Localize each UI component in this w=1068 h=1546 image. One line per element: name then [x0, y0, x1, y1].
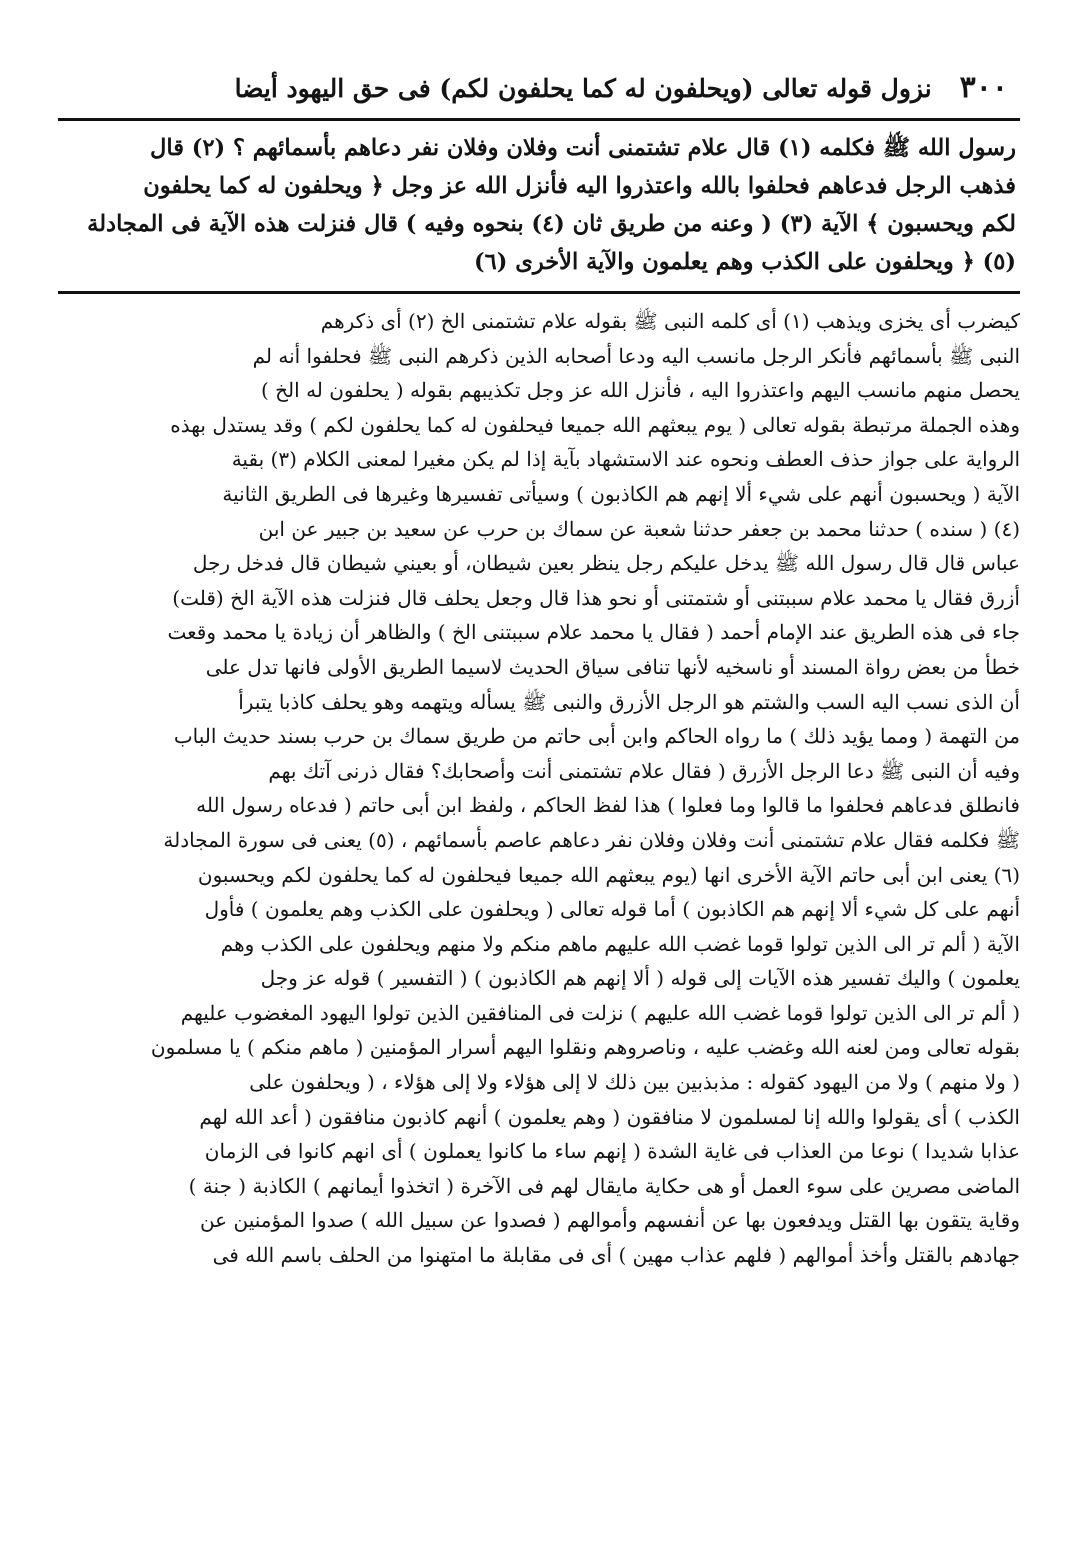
commentary-line: وهذه الجملة مرتبطة بقوله تعالى ( يوم يبعثهم الله جميعا فيحلفون له كما يحلفون لكم ) وقد يستدل بهذه: [170, 412, 1020, 437]
commentary-line: ( ولا منهم ) ولا من اليهود كقوله : مذبذبين بين ذلك لا إلى هؤلاء ولا إلى هؤلاء ، ( ويحلفون على: [249, 1070, 1020, 1095]
commentary-line: عذابا شديدا ) نوعا من العذاب فى غاية الشدة ( إنهم ساء ما كانوا يعملون ) أى انهم كانوا فى الزمان: [204, 1139, 1020, 1164]
commentary-line: ﷺ فكلمه فقال علام تشتمنى أنت وفلان وفلان نفر دعاهم عاصم بأسمائهم ، (٥) يعنى فى سورة المجادلة: [163, 827, 1020, 852]
commentary-text: [58, 294, 1020, 1273]
hadith-line: فذهب الرجل فدعاهم فحلفوا بالله واعتذروا اليه فأنزل الله عز وجل ﴿ ويحلفون له كما يحلفون: [143, 173, 1016, 199]
commentary-line: يعلمون ) واليك تفسير هذه الآيات إلى قوله ( ألا إنهم هم الكاذبون ) ( التفسير ) قوله عز وجل: [260, 966, 1020, 991]
commentary-line: الماضى مصرين على سوء العمل أو هى حكاية مايقال لهم فى الآخرة ( اتخذوا أيمانهم ) الكاذبة ( جنة ): [188, 1173, 1020, 1198]
commentary-line: (٤) ( سنده ) حدثنا محمد بن جعفر حدثنا شعبة عن سماك بن حرب عن سعيد بن جبير عن ابن: [258, 516, 1020, 541]
commentary-line: عباس قال قال رسول الله ﷺ يدخل عليكم رجل ينظر بعين شيطان، أو بعيني شيطان قال فدخل رجل: [192, 551, 1020, 576]
commentary-line: وفيه أن النبى ﷺ دعا الرجل الأزرق ( فقال علام تشتمنى أنت وأصحابك؟ فقال ذرنى آتك بهم: [268, 758, 1020, 783]
commentary-line: أزرق فقال يا محمد علام سببتنى أو شتمتنى أو نحو هذا قال وجعل يحلف قال فنزلت هذه الآية الخ (قلت): [172, 585, 1020, 610]
commentary-line: فانطلق فدعاهم فحلفوا ما قالوا وما فعلوا ) هذا لفظ الحاكم ، ولفظ ابن أبى حاتم ( فدعاه رسول الله: [196, 793, 1020, 818]
header-title: نزول قوله تعالى (ويحلفون له كما يحلفون لكم) فى حق اليهود أيضا: [234, 74, 932, 103]
commentary-line: يحصل منهم مانسب اليهم واعتذروا اليه ، فأنزل الله عز وجل تكذيبهم بقوله ( يحلفون له الخ ): [260, 378, 1020, 403]
commentary-line: بقوله تعالى ومن لعنه الله وغضب عليه ، وناصروهم ونقلوا اليهم أسرار المؤمنين ( ماهم منكم ) يا مسلمون: [150, 1035, 1020, 1060]
hadith-text: [58, 121, 1020, 291]
hadith-line: لكم ويحسبون ﴾ الآية (٣) ( وعنه من طريق ثان (٤) بنحوه وفيه ) قال فنزلت هذه الآية فى المجادلة: [87, 211, 1016, 237]
commentary-line: الآية ( ألم تر الى الذين تولوا قوما غضب الله عليهم ماهم منكم ولا منهم ويحلفون على الكذب وهم: [220, 931, 1020, 956]
running-header: [58, 70, 1020, 118]
commentary-line: جاء فى هذه الطريق عند الإمام أحمد ( فقال يا محمد علام سببتنى الخ ) والظاهر أن زيادة يا محمد وقعت: [167, 620, 1020, 645]
commentary-line: ( ألم تر الى الذين تولوا قوما غضب الله عليهم ) نزلت فى المنافقين الذين تولوا اليهود المغضوب عليهم: [180, 1000, 1020, 1025]
commentary-line: جهادهم بالقتل وأخذ أموالهم ( فلهم عذاب مهين ) أى فى مقابلة ما امتهنوا من الحلف باسم الله فى: [212, 1243, 1020, 1268]
commentary-line: أنهم على كل شيء ألا إنهم هم الكاذبون ) أما قوله تعالى ( ويحلفون على الكذب وهم يعلمون ) فأول: [204, 897, 1020, 922]
commentary-line: أن الذى نسب اليه السب والشتم هو الرجل الأزرق والنبى ﷺ يسأله ويتهمه وهو يحلف كاذبا يتبرأ: [238, 689, 1020, 714]
commentary-line: (٦) يعنى ابن أبى حاتم الآية الأخرى انها (يوم يبعثهم الله جميعا فيحلفون له كما يحلفون لكم ويحسبون: [197, 862, 1020, 887]
commentary-line: الكذب ) أى يقولوا والله إنا لمسلمون لا منافقون ( وهم يعلمون ) أنهم كاذبون منافقون ( أعد الله لهم: [199, 1104, 1020, 1129]
hadith-line: رسول الله ﷺ فكلمه (١) قال علام تشتمنى أنت وفلان وفلان نفر دعاهم بأسمائهم ؟ (٢) قال: [149, 135, 1016, 161]
commentary-line: خطأ من بعض رواة المسند أو ناسخيه لأنها تنافى سياق الحديث لاسيما الطريق الأولى فانها تدل على: [205, 654, 1020, 679]
commentary-line: الآية ( ويحسبون أنهم على شيء ألا إنهم هم الكاذبون ) وسيأتى تفسيرها وغيرها فى الطريق الثانية: [222, 481, 1020, 506]
page-number: ٣٠٠: [959, 70, 1008, 105]
commentary-line: الرواية على جواز حذف العطف ونحوه عند الاستشهاد بآية إذا لم يكن مغيرا لمعنى الكلام (٣) بقية: [231, 447, 1020, 472]
commentary-line: كيضرب أى يخزى ويذهب (١) أى كلمه النبى ﷺ بقوله علام تشتمنى الخ (٢) أى ذكرهم: [320, 309, 1020, 333]
hadith-line: (٥) ﴿ ويحلفون على الكذب وهم يعلمون والآية الأخرى (٦): [474, 249, 1016, 275]
book-page: [58, 70, 1020, 1273]
commentary-line: وقاية يتقون بها القتل ويدفعون بها عن أنفسهم وأموالهم ( فصدوا عن سبيل الله ) صدوا المؤمنين عن: [199, 1208, 1020, 1233]
commentary-line: النبى ﷺ بأسمائهم فأنكر الرجل مانسب اليه ودعا أصحابه الذين ذكرهم النبى ﷺ فحلفوا أنه لم: [252, 343, 1020, 368]
commentary-line: من التهمة ( ومما يؤيد ذلك ) ما رواه الحاكم وابن أبى حاتم من طريق سماك بن حرب بسند حديث الباب: [173, 724, 1020, 749]
